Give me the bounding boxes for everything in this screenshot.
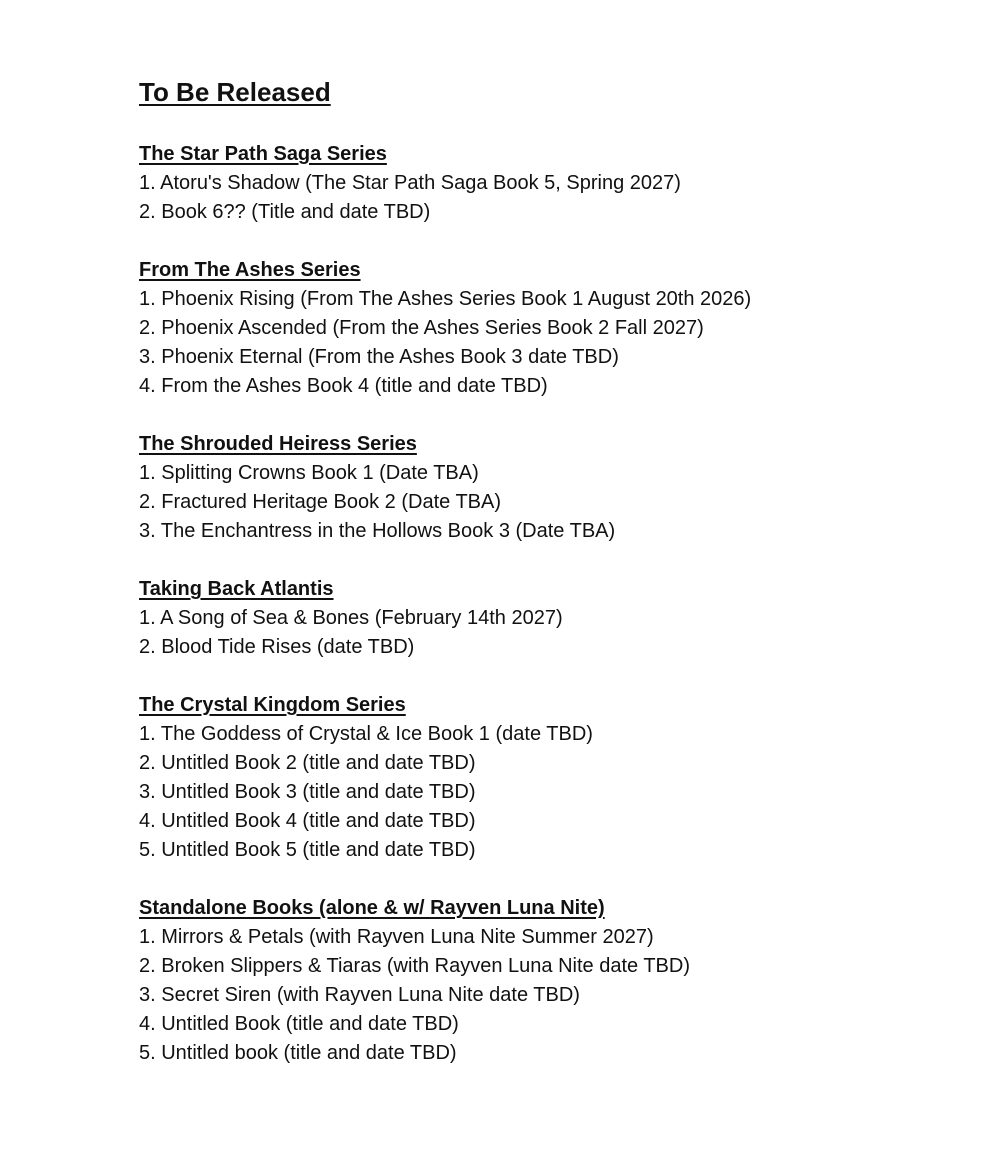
section-star-path-saga xyxy=(139,140,959,227)
section-heading: The Star Path Saga Series xyxy=(139,143,387,165)
list-item: 2. Phoenix Ascended (From the Ashes Series Book 2 Fall 2027) xyxy=(139,317,704,339)
section-crystal-kingdom xyxy=(139,691,959,865)
list-item: 4. Untitled Book (title and date TBD) xyxy=(139,1013,459,1035)
list-item: 4. Untitled Book 4 (title and date TBD) xyxy=(139,810,476,832)
section-heading: The Shrouded Heiress Series xyxy=(139,433,417,455)
list-item: 4. From the Ashes Book 4 (title and date TBD) xyxy=(139,375,548,397)
list-item: 1. Atoru's Shadow (The Star Path Saga Book 5, Spring 2027) xyxy=(139,172,681,194)
list-item: 1. The Goddess of Crystal & Ice Book 1 (date TBD) xyxy=(139,723,593,745)
document xyxy=(139,74,959,1097)
section-shrouded-heiress xyxy=(139,430,959,546)
list-item: 3. Untitled Book 3 (title and date TBD) xyxy=(139,781,476,803)
section-from-the-ashes xyxy=(139,256,959,401)
list-item: 3. The Enchantress in the Hollows Book 3 (Date TBA) xyxy=(139,520,616,542)
list-item: 2. Untitled Book 2 (title and date TBD) xyxy=(139,752,476,774)
section-heading: From The Ashes Series xyxy=(139,259,361,281)
section-standalone-books xyxy=(139,894,959,1068)
section-heading: Taking Back Atlantis xyxy=(139,578,334,600)
section-heading: Standalone Books (alone & w/ Rayven Luna Nite) xyxy=(139,897,605,919)
list-item: 5. Untitled book (title and date TBD) xyxy=(139,1042,457,1064)
list-item: 3. Phoenix Eternal (From the Ashes Book 3 date TBD) xyxy=(139,346,619,368)
list-item: 2. Fractured Heritage Book 2 (Date TBA) xyxy=(139,491,502,513)
page-title: To Be Released xyxy=(139,77,331,107)
list-item: 5. Untitled Book 5 (title and date TBD) xyxy=(139,839,476,861)
section-heading: The Crystal Kingdom Series xyxy=(139,694,406,716)
list-item: 2. Blood Tide Rises (date TBD) xyxy=(139,636,415,658)
list-item: 1. A Song of Sea & Bones (February 14th 2027) xyxy=(139,607,563,629)
list-item: 1. Phoenix Rising (From The Ashes Series Book 1 August 20th 2026) xyxy=(139,288,752,310)
list-item: 2. Book 6?? (Title and date TBD) xyxy=(139,201,431,223)
list-item: 3. Secret Siren (with Rayven Luna Nite date TBD) xyxy=(139,984,580,1006)
list-item: 2. Broken Slippers & Tiaras (with Rayven Luna Nite date TBD) xyxy=(139,955,690,977)
list-item: 1. Splitting Crowns Book 1 (Date TBA) xyxy=(139,462,479,484)
section-taking-back-atlantis xyxy=(139,575,959,662)
list-item: 1. Mirrors & Petals (with Rayven Luna Nite Summer 2027) xyxy=(139,926,654,948)
